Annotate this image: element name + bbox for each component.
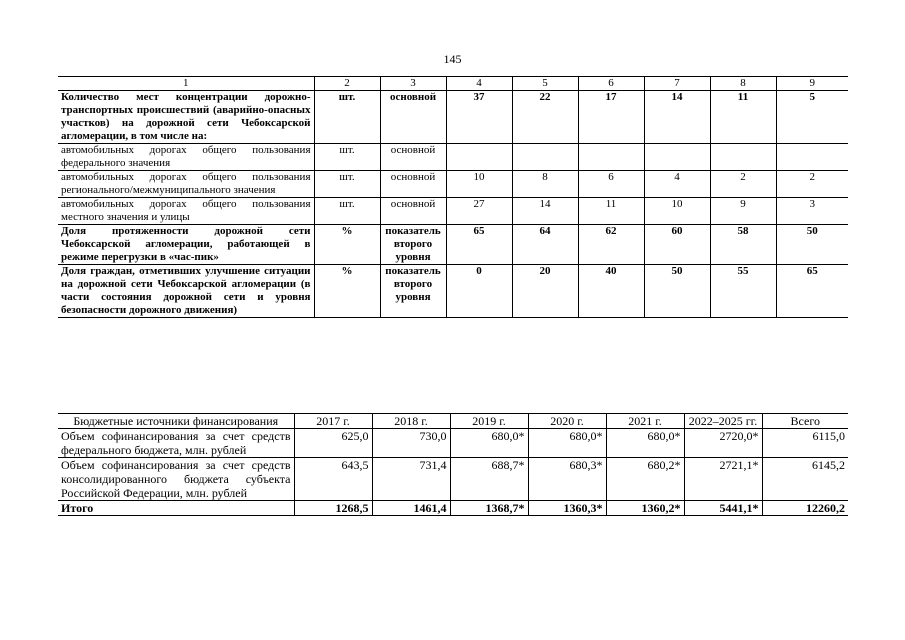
amount-cell: 1268,5	[294, 501, 372, 516]
amount-cell: 680,0*	[450, 429, 528, 458]
amount-cell: 5441,1*	[684, 501, 762, 516]
value-cell: 3	[776, 198, 848, 225]
value-cell: 0	[446, 265, 512, 318]
amount-cell: 6145,2	[762, 458, 848, 501]
column-number: 7	[644, 77, 710, 91]
source-name: Объем софинансирования за счет средств консолидированного бюджета субъекта Российской Федерации, млн. рублей	[58, 458, 294, 501]
indicator-type: основной	[380, 171, 446, 198]
amount-cell: 1461,4	[372, 501, 450, 516]
amount-cell: 2721,1*	[684, 458, 762, 501]
table-row	[58, 171, 848, 198]
value-cell	[644, 144, 710, 171]
value-cell: 65	[446, 225, 512, 265]
table-row	[58, 198, 848, 225]
value-cell: 11	[710, 91, 776, 144]
indicator-type: показатель второго уровня	[380, 225, 446, 265]
unit-cell: %	[314, 265, 380, 318]
amount-cell: 688,7*	[450, 458, 528, 501]
indicators-table	[58, 76, 848, 318]
value-cell: 64	[512, 225, 578, 265]
value-cell: 5	[776, 91, 848, 144]
value-cell: 58	[710, 225, 776, 265]
value-cell: 60	[644, 225, 710, 265]
amount-cell: 680,2*	[606, 458, 684, 501]
value-cell: 22	[512, 91, 578, 144]
column-number: 9	[776, 77, 848, 91]
amount-cell: 1360,3*	[528, 501, 606, 516]
unit-cell: %	[314, 225, 380, 265]
column-number: 8	[710, 77, 776, 91]
value-cell: 6	[578, 171, 644, 198]
value-cell: 37	[446, 91, 512, 144]
indicator-name: автомобильных дорогах общего пользования местного значения и улицы	[58, 198, 314, 225]
column-number: 3	[380, 77, 446, 91]
table-row	[58, 429, 848, 458]
value-cell: 2	[710, 171, 776, 198]
amount-cell: 680,0*	[606, 429, 684, 458]
value-cell: 10	[446, 171, 512, 198]
amount-cell: 12260,2	[762, 501, 848, 516]
value-cell: 4	[644, 171, 710, 198]
amount-cell: 1360,2*	[606, 501, 684, 516]
indicator-name: автомобильных дорогах общего пользования федерального значения	[58, 144, 314, 171]
unit-cell: шт.	[314, 171, 380, 198]
amount-cell: 643,5	[294, 458, 372, 501]
value-cell: 14	[644, 91, 710, 144]
column-header: Бюджетные источники финансирования	[58, 414, 294, 429]
column-header: 2018 г.	[372, 414, 450, 429]
source-name: Объем софинансирования за счет средств федерального бюджета, млн. рублей	[58, 429, 294, 458]
amount-cell: 6115,0	[762, 429, 848, 458]
value-cell: 9	[710, 198, 776, 225]
value-cell: 65	[776, 265, 848, 318]
table-row	[58, 458, 848, 501]
amount-cell: 680,3*	[528, 458, 606, 501]
table-row	[58, 501, 848, 516]
table-row	[58, 265, 848, 318]
unit-cell: шт.	[314, 144, 380, 171]
table-header-row	[58, 77, 848, 91]
value-cell: 50	[776, 225, 848, 265]
column-number: 1	[58, 77, 314, 91]
table-row	[58, 91, 848, 144]
financing-table	[58, 413, 848, 516]
column-header: 2019 г.	[450, 414, 528, 429]
column-number: 5	[512, 77, 578, 91]
value-cell: 55	[710, 265, 776, 318]
value-cell: 14	[512, 198, 578, 225]
value-cell: 17	[578, 91, 644, 144]
value-cell	[776, 144, 848, 171]
amount-cell: 731,4	[372, 458, 450, 501]
amount-cell: 625,0	[294, 429, 372, 458]
column-header: 2022–2025 гг.	[684, 414, 762, 429]
unit-cell: шт.	[314, 91, 380, 144]
indicator-type: основной	[380, 144, 446, 171]
amount-cell: 730,0	[372, 429, 450, 458]
indicator-type: основной	[380, 198, 446, 225]
column-number: 6	[578, 77, 644, 91]
table-header-row	[58, 414, 848, 429]
value-cell: 62	[578, 225, 644, 265]
column-header: Всего	[762, 414, 848, 429]
value-cell: 8	[512, 171, 578, 198]
amount-cell: 680,0*	[528, 429, 606, 458]
amount-cell: 2720,0*	[684, 429, 762, 458]
column-header: 2017 г.	[294, 414, 372, 429]
unit-cell: шт.	[314, 198, 380, 225]
column-number: 2	[314, 77, 380, 91]
amount-cell: 1368,7*	[450, 501, 528, 516]
value-cell	[710, 144, 776, 171]
indicator-name: Доля протяженности дорожной сети Чебоксарской агломерации, работающей в режиме перегрузки в «час-пик»	[58, 225, 314, 265]
indicator-type: основной	[380, 91, 446, 144]
source-name: Итого	[58, 501, 294, 516]
value-cell: 40	[578, 265, 644, 318]
value-cell	[446, 144, 512, 171]
value-cell: 11	[578, 198, 644, 225]
value-cell	[512, 144, 578, 171]
column-header: 2020 г.	[528, 414, 606, 429]
value-cell: 20	[512, 265, 578, 318]
value-cell	[578, 144, 644, 171]
page-number: 145	[443, 52, 462, 66]
indicator-name: Количество мест концентрации дорожно-транспортных происшествий (аварийно-опасных участков) на дорожной сети Чебоксарской агломерации, в том числе на:	[58, 91, 314, 144]
indicator-type: показатель второго уровня	[380, 265, 446, 318]
column-number: 4	[446, 77, 512, 91]
indicator-name: Доля граждан, отметивших улучшение ситуации на дорожной сети Чебоксарской агломерации (в части состояния дорожной сети и уровня безопасности дорожного движения)	[58, 265, 314, 318]
value-cell: 27	[446, 198, 512, 225]
value-cell: 10	[644, 198, 710, 225]
value-cell: 50	[644, 265, 710, 318]
value-cell: 2	[776, 171, 848, 198]
column-header: 2021 г.	[606, 414, 684, 429]
table-row	[58, 225, 848, 265]
table-row	[58, 144, 848, 171]
indicator-name: автомобильных дорогах общего пользования регионального/межмуниципального значения	[58, 171, 314, 198]
